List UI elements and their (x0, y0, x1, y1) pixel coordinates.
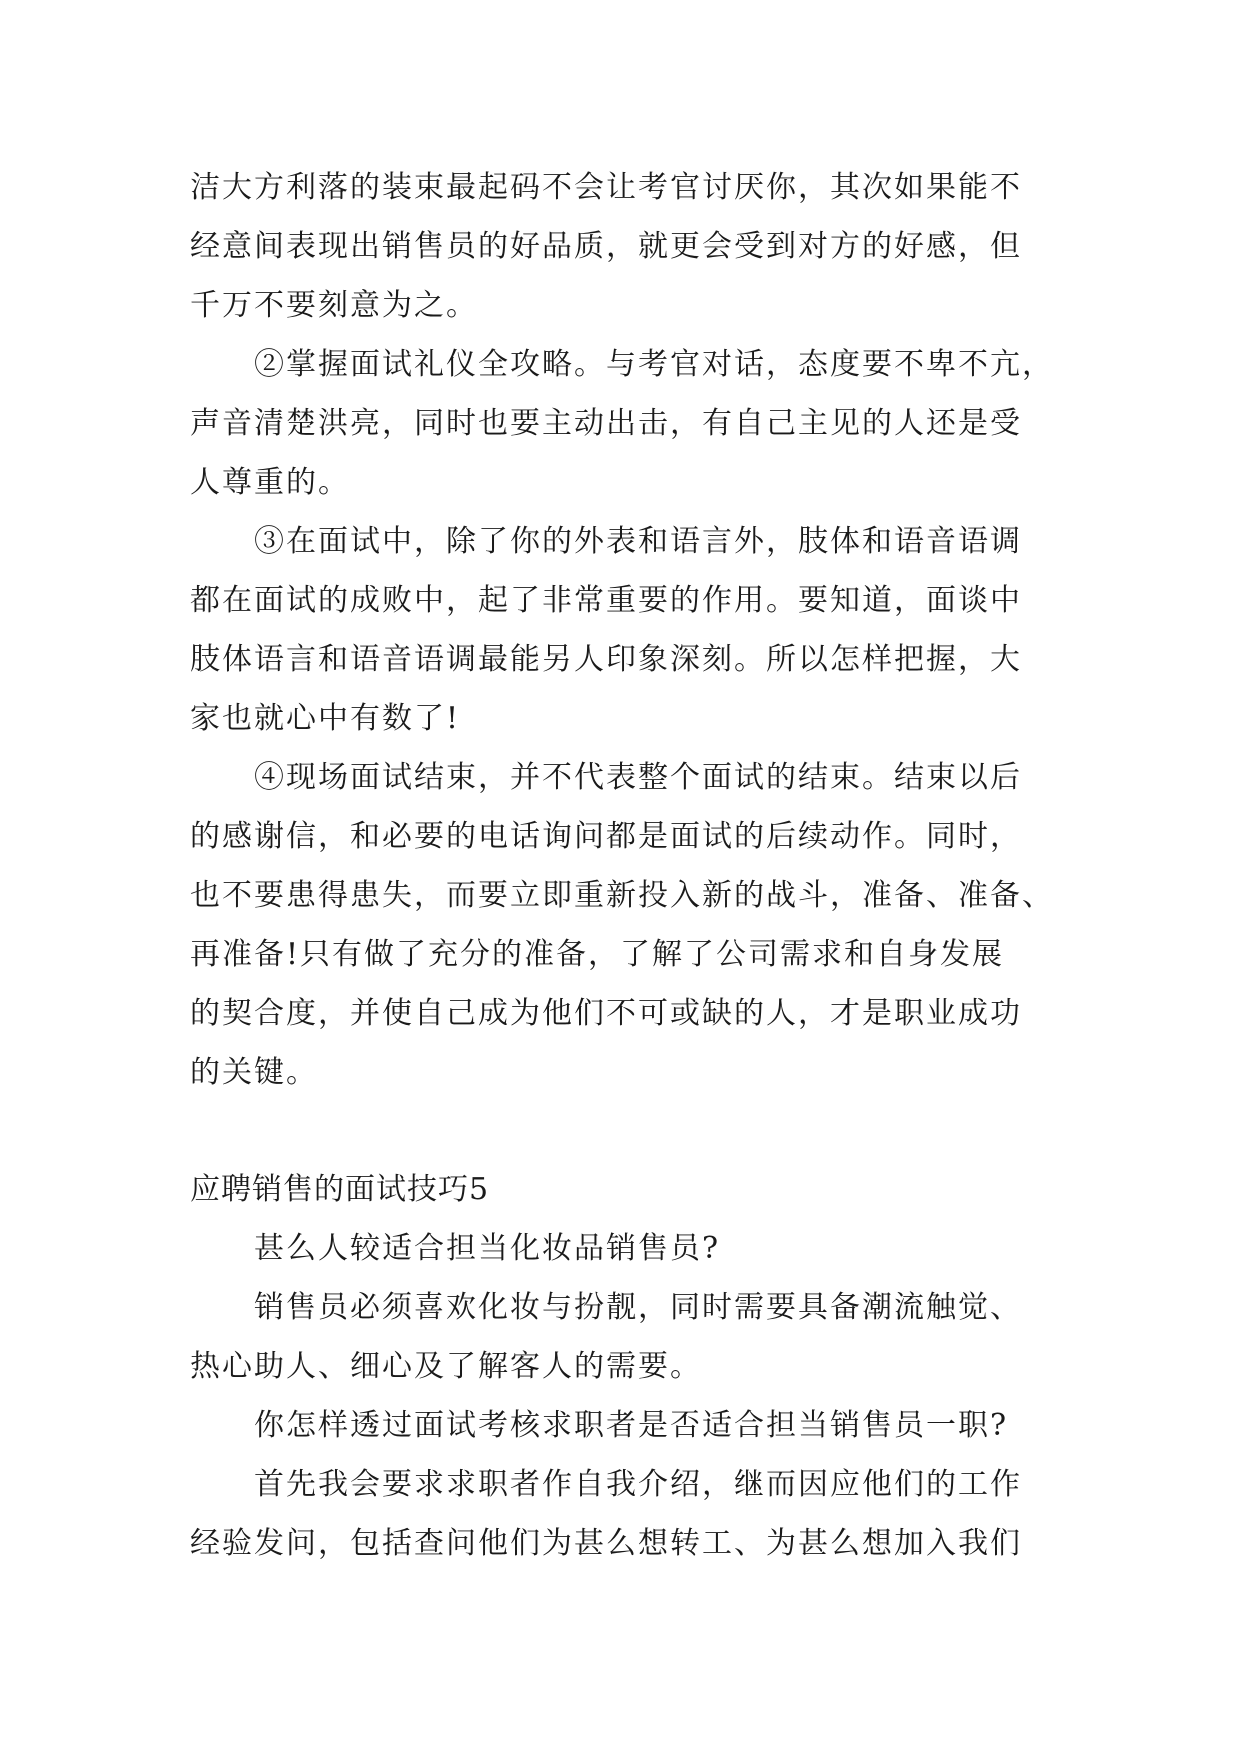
paragraph-start-line: 首先我会要求求职者作自我介绍，继而因应他们的工作 (254, 1467, 1022, 1502)
text-line: 的契合度，并使自己成为他们不可或缺的人，才是职业成功 (190, 996, 1022, 1031)
text-line: 都在面试的成败中，起了非常重要的作用。要知道，面谈中 (190, 583, 1022, 618)
text-line: 的关键。 (190, 1055, 318, 1090)
paragraph-start-line: 销售员必须喜欢化妆与扮靓，同时需要具备潮流触觉、 (254, 1290, 1022, 1325)
question-line: 甚么人较适合担当化妆品销售员? (254, 1231, 721, 1266)
text-line: 洁大方利落的装束最起码不会让考官讨厌你，其次如果能不 (190, 170, 1022, 205)
paragraph-start-line: ④现场面试结束，并不代表整个面试的结束。结束以后 (254, 760, 1022, 795)
section-heading: 应聘销售的面试技巧5 (190, 1172, 490, 1207)
text-line: 人尊重的。 (190, 465, 350, 500)
text-line: 声音清楚洪亮，同时也要主动出击，有自己主见的人还是受 (190, 406, 1022, 441)
text-line: 经验发问，包括查问他们为甚么想转工、为甚么想加入我们 (190, 1526, 1022, 1561)
body-text (190, 158, 1070, 1573)
text-line: 肢体语言和语音语调最能另人印象深刻。所以怎样把握，大 (190, 642, 1022, 677)
section-gap (190, 1102, 1070, 1160)
text-line: 家也就心中有数了! (190, 701, 461, 736)
text-line: 经意间表现出销售员的好品质，就更会受到对方的好感，但 (190, 229, 1022, 264)
text-line: 的感谢信，和必要的电话询问都是面试的后续动作。同时， (190, 819, 1022, 854)
paragraph-start-line: ②掌握面试礼仪全攻略。与考官对话，态度要不卑不亢， (254, 347, 1054, 382)
question-line: 你怎样透过面试考核求职者是否适合担当销售员一职? (254, 1408, 1009, 1443)
paragraph-start-line: ③在面试中，除了你的外表和语言外，肢体和语音语调 (254, 524, 1022, 559)
text-line: 千万不要刻意为之。 (190, 288, 478, 323)
text-line: 也不要患得患失，而要立即重新投入新的战斗，准备、准备、 (190, 878, 1054, 913)
text-line: 热心助人、细心及了解客人的需要。 (190, 1349, 702, 1384)
text-line: 再准备!只有做了充分的准备，了解了公司需求和自身发展 (190, 937, 1005, 972)
